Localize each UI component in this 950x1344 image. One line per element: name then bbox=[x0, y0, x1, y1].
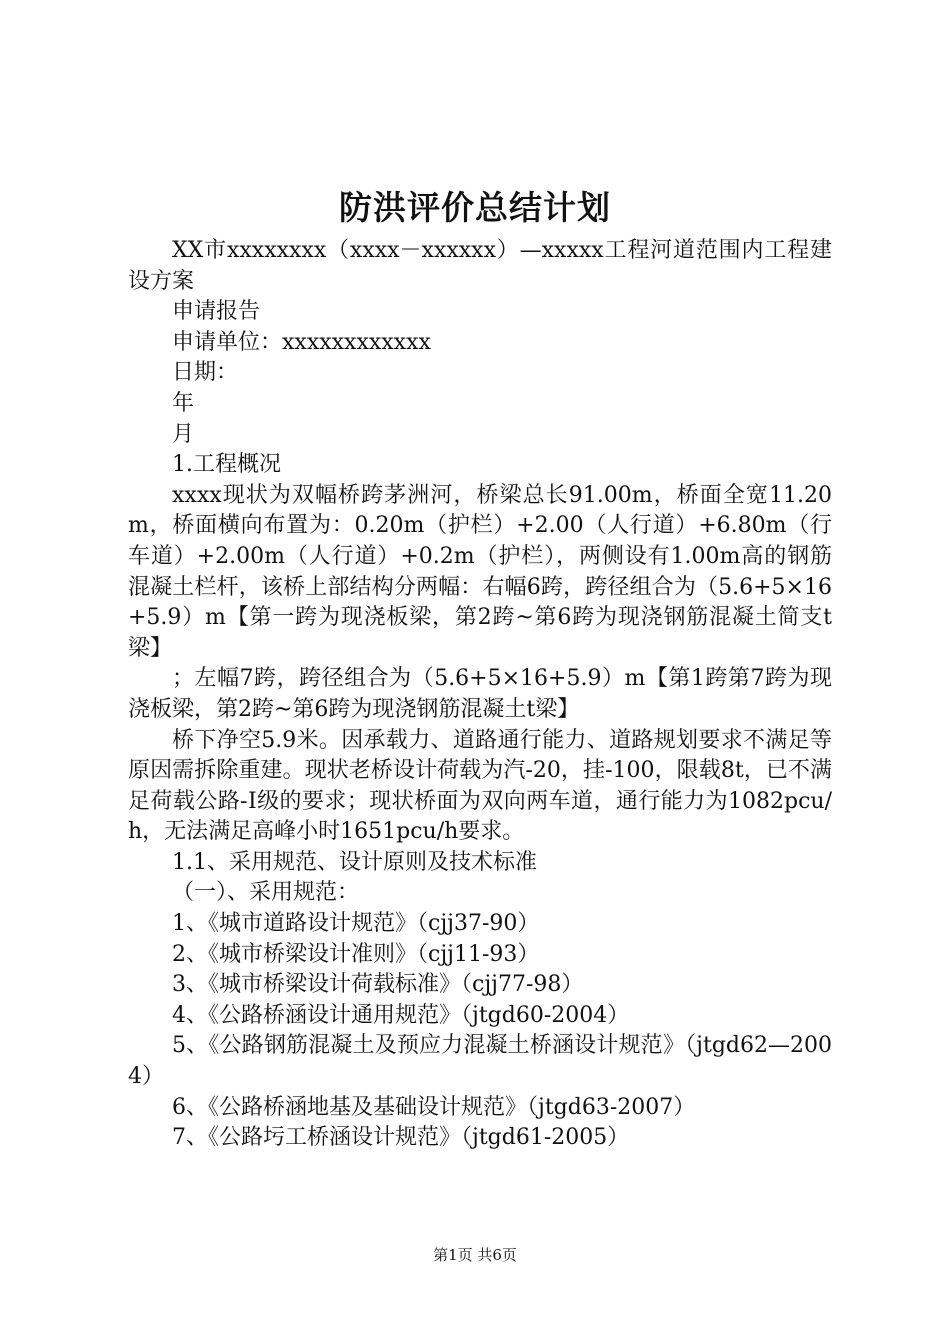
paragraph-project-name: XX市xxxxxxxx（xxxx－xxxxxx）—xxxxx工程河道范围内工程建设方案 bbox=[128, 238, 832, 294]
paragraph-month: 月 bbox=[172, 421, 195, 447]
list-item-code-4: 4、《公路桥涵设计通用规范》（jtgd60-2004） bbox=[172, 1002, 630, 1028]
document-body bbox=[128, 236, 832, 1154]
paragraph-clearance: 桥下净空5.9米。因承载力、道路通行能力、道路规划要求不满足等原因需拆除重建。现状老桥设计荷载为汽-20，挂-100，限载8t，已不满足荷载公路-Ⅰ级的要求；现状桥面为双向两车道，通行能力为1082pcu/h，无法满足高峰小时1651pcu/h要求。 bbox=[128, 727, 832, 845]
page-number-footer: 第1页 共6页 bbox=[433, 1246, 517, 1264]
list-item-code-1: 1、《城市道路设计规范》（cjj37-90） bbox=[172, 911, 540, 937]
document-title: 防洪评价总结计划 bbox=[339, 188, 611, 227]
paragraph-bridge-status: xxxx现状为双幅桥跨茅洲河，桥梁总长91.00m，桥面全宽11.20m，桥面横向布置为：0.20m（护栏）+2.00（人行道）+6.80m（行车道）+2.00m（人行道）+0.2m（护栏），两侧设有1.00m高的钢筋混凝土栏杆，该桥上部结构分两幅：右幅6跨，跨径组合为（5.6+5×16+5.9）m【第一跨为现浇板梁，第2跨~第6跨为现浇钢筋混凝土简支t梁】 bbox=[128, 482, 832, 661]
list-item-code-7: 7、《公路圬工桥涵设计规范》（jtgd61-2005） bbox=[172, 1125, 630, 1151]
paragraph-applicant: 申请单位：xxxxxxxxxxxx bbox=[172, 329, 431, 355]
subheading-codes: （一）、采用规范： bbox=[172, 880, 360, 906]
paragraph-year: 年 bbox=[172, 390, 195, 416]
list-item-code-5: 5、《公路钢筋混凝土及预应力混凝土桥涵设计规范》（jtgd62—2004） bbox=[128, 1033, 832, 1090]
list-item-code-3: 3、《城市桥梁设计荷载标准》（cjj77-98） bbox=[172, 972, 584, 998]
list-item-code-6: 6、《公路桥涵地基及基础设计规范》（jtgd63-2007） bbox=[172, 1094, 696, 1120]
list-item-code-2: 2、《城市桥梁设计准则》（cjj11-93） bbox=[172, 941, 540, 967]
section-heading-overview: 1.工程概况 bbox=[172, 452, 281, 478]
paragraph-date: 日期： bbox=[172, 360, 239, 386]
paragraph-report-heading: 申请报告 bbox=[172, 299, 261, 325]
paragraph-left-span: ；左幅7跨，跨径组合为（5.6+5×16+5.9）m【第1跨第7跨为现浇板梁，第2跨~第6跨为现浇钢筋混凝土t梁】 bbox=[128, 666, 832, 722]
section-heading-standards: 1.1、采用规范、设计原则及技术标准 bbox=[172, 849, 537, 875]
